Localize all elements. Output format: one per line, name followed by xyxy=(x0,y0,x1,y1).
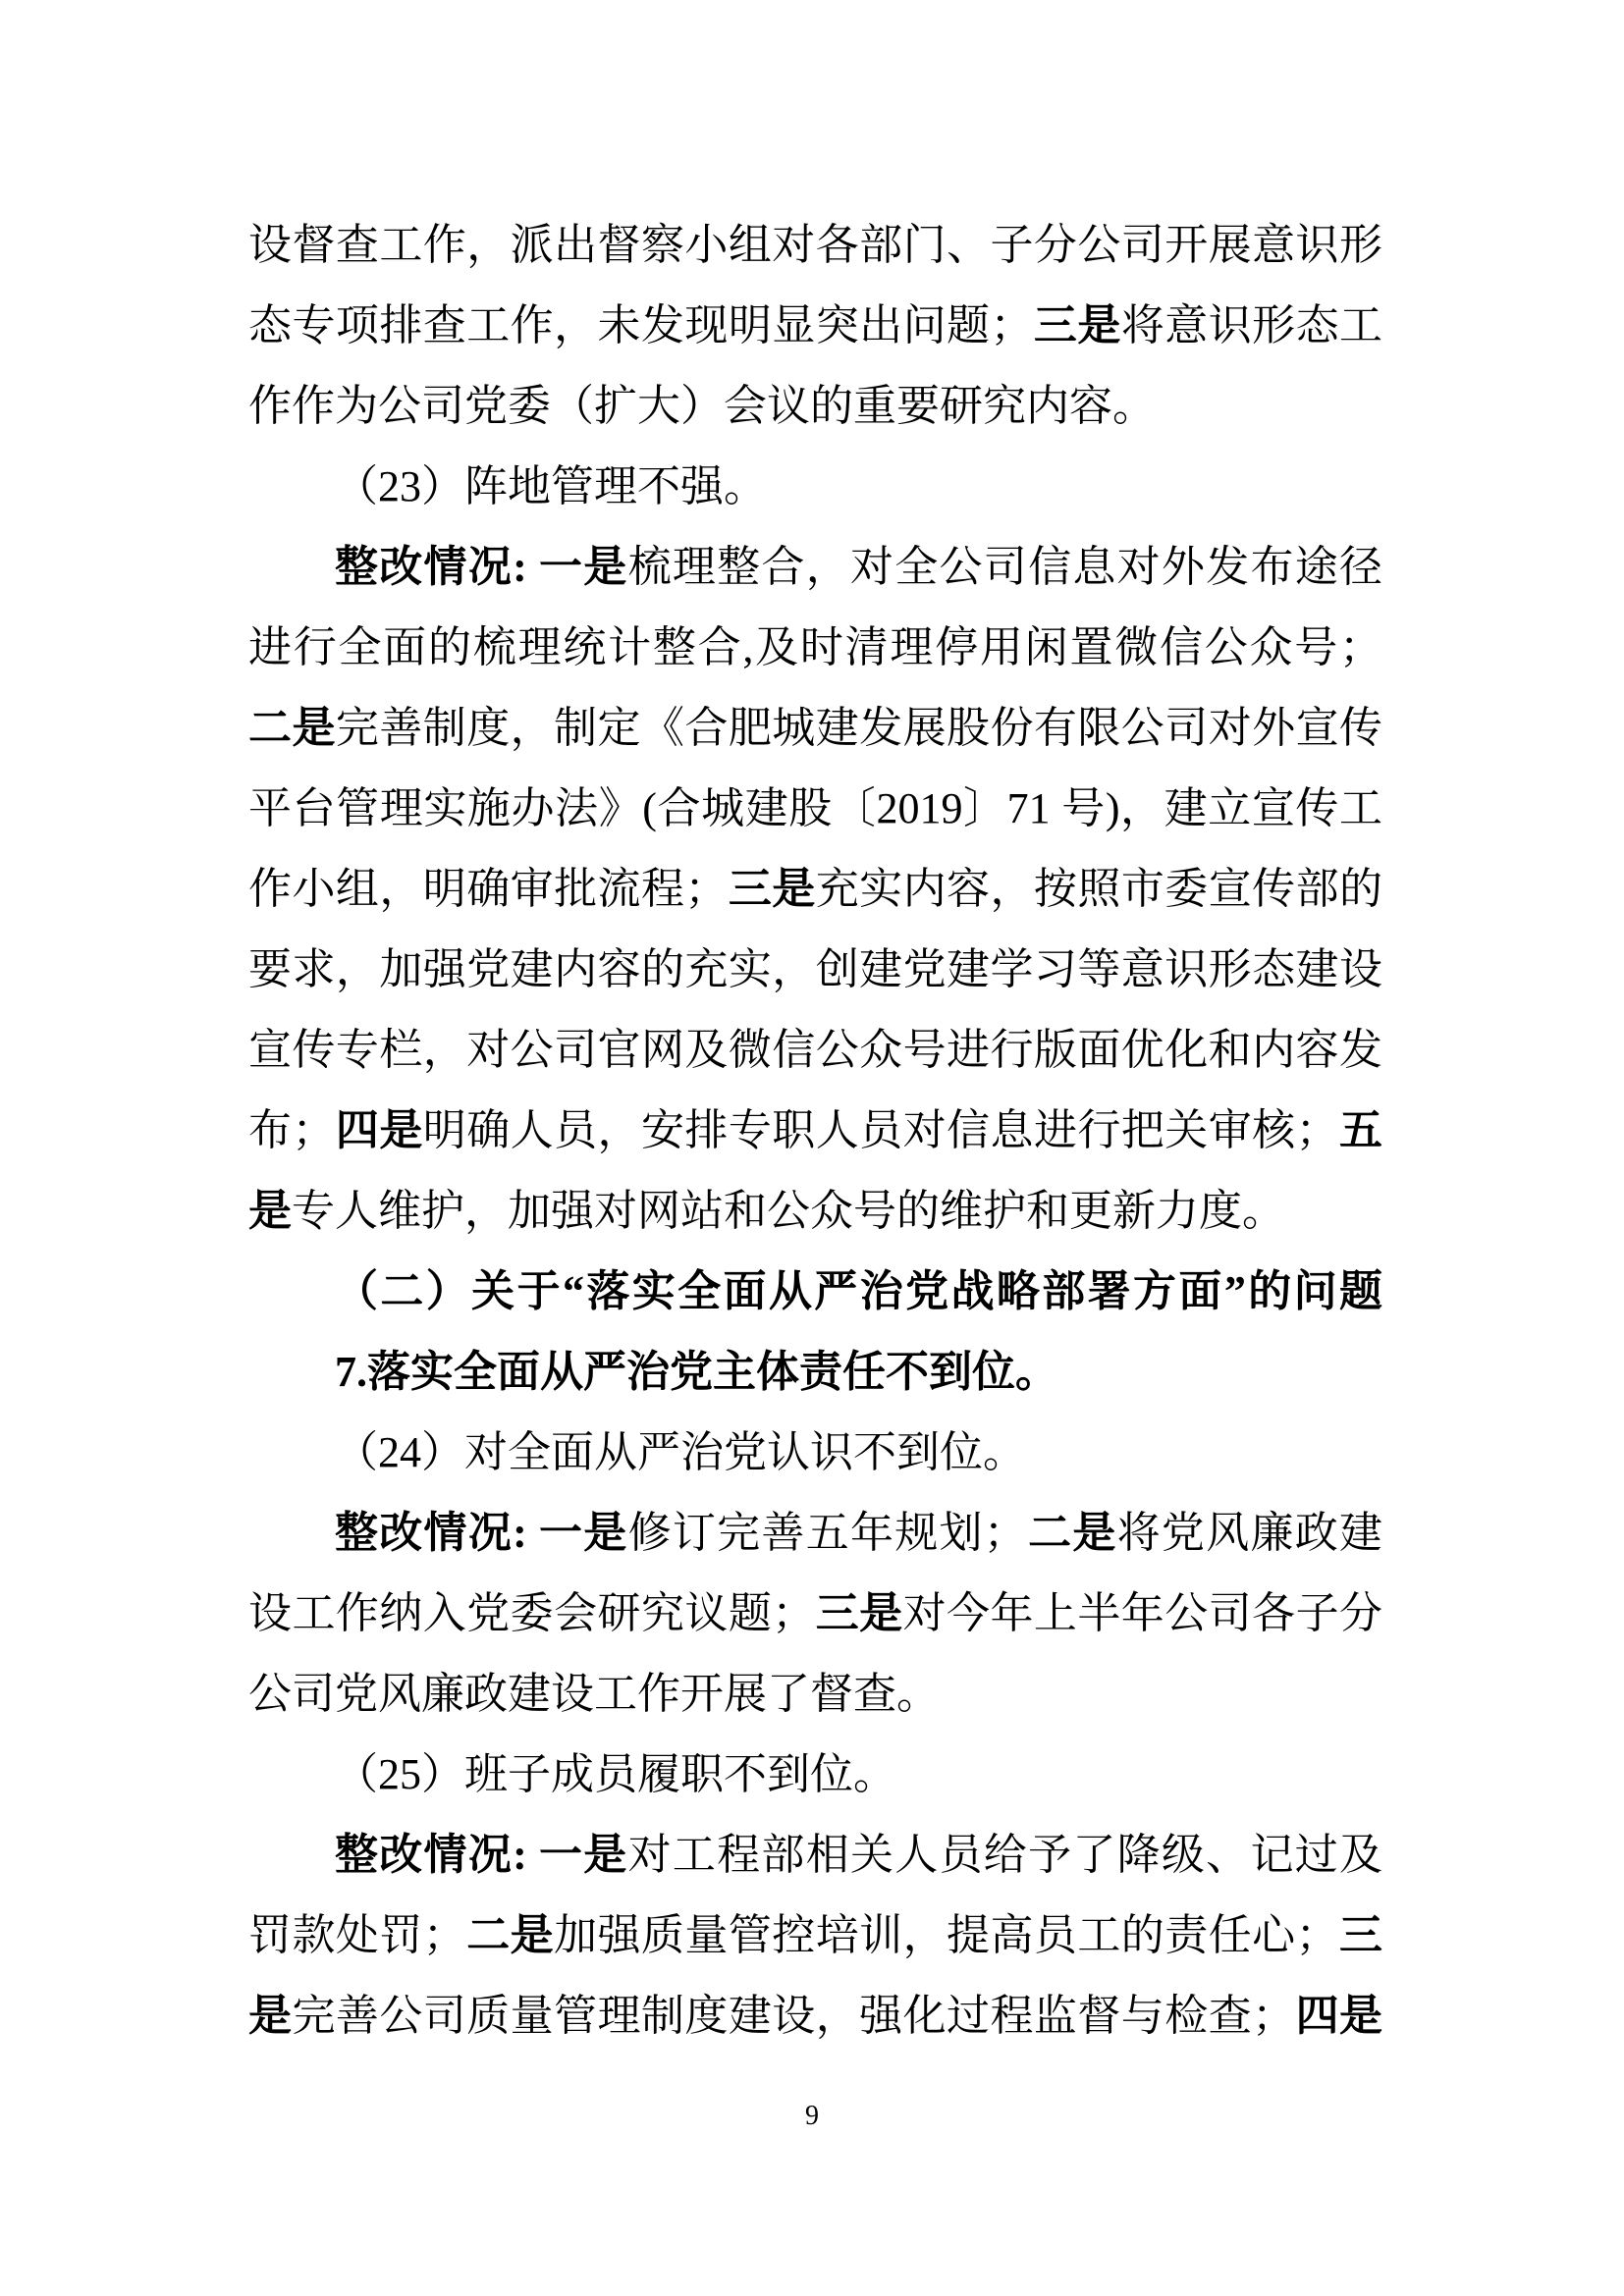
text-run: 对今年上半年公司各子分 xyxy=(902,1589,1383,1637)
bold-text-run: 三是 xyxy=(1033,301,1121,349)
text-run: 修订完善五年规划； xyxy=(627,1509,1027,1557)
bold-text-run: 整改情况: 一是 xyxy=(335,543,628,591)
bold-text-run: 三是 xyxy=(815,1589,903,1637)
text-line xyxy=(248,527,1382,608)
text-line xyxy=(248,1010,1382,1091)
text-run: 作小组，明确审批流程； xyxy=(248,865,729,913)
bold-text-run: 7.落实全面从严治党主体责任不到位。 xyxy=(335,1348,1058,1396)
text-run: 明确人员，安排专职人员对信息进行把关审核； xyxy=(422,1106,1339,1154)
text-run: 对工程部相关人员给予了降级、记过及 xyxy=(627,1831,1383,1879)
text-line xyxy=(248,849,1382,930)
text-line xyxy=(248,688,1382,769)
text-run: （23）阵地管理不强。 xyxy=(335,462,767,510)
bold-text-run: 五 xyxy=(1338,1106,1383,1154)
text-line xyxy=(248,769,1382,849)
text-run: 布； xyxy=(248,1106,336,1154)
text-run: 完善制度，制定《合肥城建发展股份有限公司对外宣传 xyxy=(335,704,1383,752)
bold-text-run: 三 xyxy=(1338,1911,1383,1959)
text-run: 作作为公司党委（扩大）会议的重要研究内容。 xyxy=(248,382,1156,430)
text-line xyxy=(248,1252,1382,1332)
text-run: 将意识形态工 xyxy=(1120,301,1383,349)
bold-text-run: 整改情况: 一是 xyxy=(335,1831,628,1879)
text-line xyxy=(248,1654,1382,1735)
page-number: 9 xyxy=(805,2101,819,2131)
bold-text-run: 二是 xyxy=(1026,1509,1117,1557)
text-line xyxy=(248,1493,1382,1574)
text-run: （25）班子成员履职不到位。 xyxy=(335,1750,896,1798)
text-line xyxy=(248,1413,1382,1493)
bold-text-run: 是 xyxy=(248,1187,292,1235)
bold-text-run: 四是 xyxy=(1295,1992,1383,2040)
text-line xyxy=(248,205,1382,286)
text-line xyxy=(248,1896,1382,1976)
text-run: 将党风廉政建 xyxy=(1116,1509,1383,1557)
text-run: 梳理整合，对全公司信息对外发布途径 xyxy=(627,543,1383,591)
text-run: 设工作纳入党委会研究议题； xyxy=(248,1589,816,1637)
bold-text-run: 二是 xyxy=(465,1911,555,1959)
text-run: 加强质量管控培训，提高员工的责任心； xyxy=(554,1911,1339,1959)
text-line xyxy=(248,930,1382,1010)
bold-text-run: 整改情况: 一是 xyxy=(335,1509,628,1557)
text-line xyxy=(248,1171,1382,1252)
text-run: 态专项排查工作，未发现明显突出问题； xyxy=(248,301,1034,349)
text-block xyxy=(248,205,1382,2056)
text-run: 专人维护，加强对网站和公众号的维护和更新力度。 xyxy=(292,1187,1285,1235)
text-run: 完善公司质量管理制度建设，强化过程监督与检查； xyxy=(292,1992,1296,2040)
bold-text-run: 二是 xyxy=(248,704,336,752)
bold-text-run: 四是 xyxy=(335,1106,423,1154)
text-line xyxy=(248,608,1382,688)
bold-text-run: 三是 xyxy=(728,865,816,913)
text-line xyxy=(248,1574,1382,1654)
text-run: 罚款处罚； xyxy=(248,1911,466,1959)
text-run: 进行全面的梳理统计整合,及时清理停用闲置微信公众号； xyxy=(248,623,1382,671)
text-line xyxy=(248,1091,1382,1171)
bold-text-run: 是 xyxy=(248,1992,293,2040)
text-line xyxy=(248,447,1382,527)
text-run: 充实内容，按照市委宣传部的 xyxy=(815,865,1383,913)
text-run: 公司党风廉政建设工作开展了督查。 xyxy=(248,1670,940,1718)
text-line xyxy=(248,1332,1382,1413)
text-line xyxy=(248,1735,1382,1815)
text-run: （24）对全面从严治党认识不到位。 xyxy=(335,1428,1026,1476)
text-run: 设督查工作，派出督察小组对各部门、子分公司开展意识形 xyxy=(248,221,1382,269)
text-line xyxy=(248,1815,1382,1896)
text-line xyxy=(248,366,1382,447)
text-line xyxy=(248,1976,1382,2056)
text-line xyxy=(248,286,1382,366)
bold-text-run: （二）关于“落实全面从严治党战略部署方面”的问题 xyxy=(335,1267,1382,1315)
text-run: 平台管理实施办法》(合城建股〔2019〕71 号)，建立宣传工 xyxy=(248,784,1382,832)
text-run: 要求，加强党建内容的充实，创建党建学习等意识形态建设 xyxy=(248,945,1382,993)
text-run: 宣传专栏，对公司官网及微信公众号进行版面优化和内容发 xyxy=(248,1026,1382,1074)
